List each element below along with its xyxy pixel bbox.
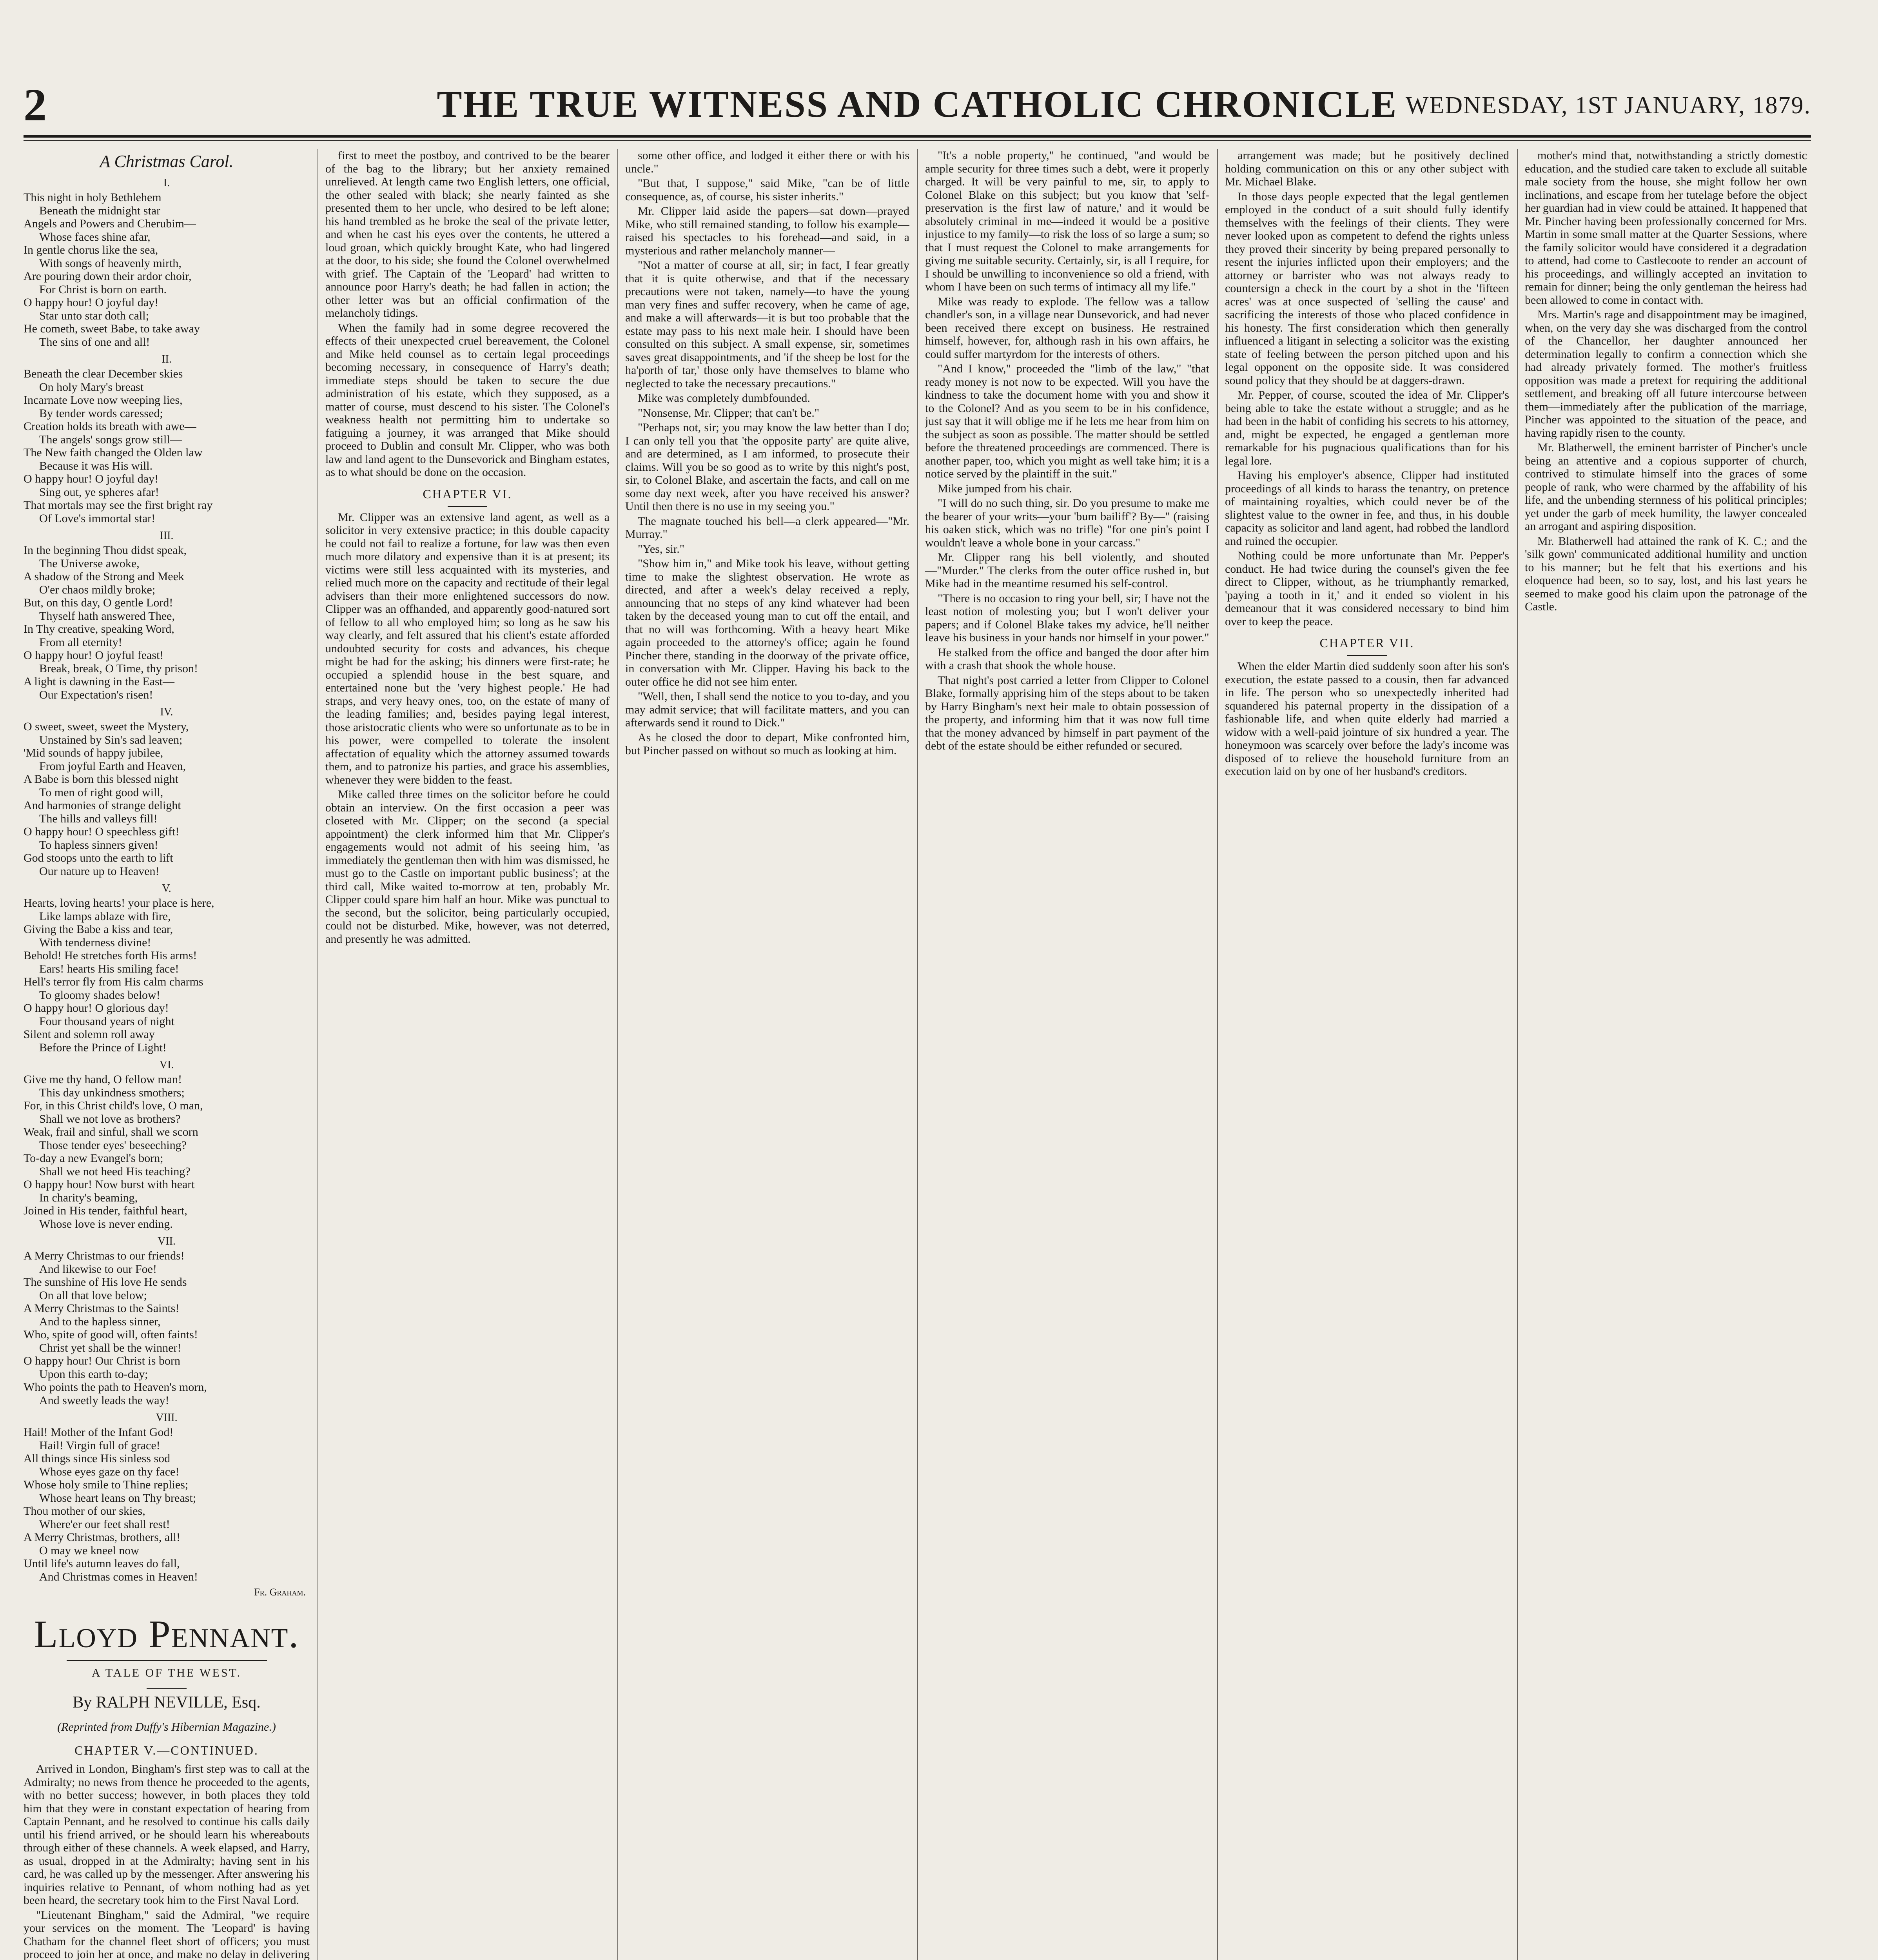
poem-line: Our nature up to Heaven! (39, 864, 160, 878)
poem-line: From all eternity! (39, 635, 122, 649)
page-number: 2 (24, 79, 47, 131)
poem-line: Weak, frail and sinful, shall we scorn (24, 1125, 198, 1138)
poem-line: And sweetly leads the way! (39, 1394, 169, 1407)
column-divider (617, 149, 618, 1960)
poem-line: Who, spite of good will, often faints! (24, 1328, 198, 1341)
article-text (325, 511, 610, 946)
header-rule-thin (24, 140, 1811, 141)
stanza-number: I. (163, 177, 170, 189)
poem-title: A Christmas Carol. (100, 152, 234, 171)
poem-line: Like lamps ablaze with fire, (39, 909, 171, 923)
poem-line: The sins of one and all! (39, 335, 150, 348)
poem-line: Give me thy hand, O fellow man! (24, 1073, 182, 1086)
article-text (24, 1762, 310, 1960)
article-text (1225, 660, 1509, 778)
paragraph: first to meet the postboy, and contrived to be the bearer of the bag to the library; but her anxiety remained unrelieved. At length came two English letters, one official, the other sealed with black; she nearly fainted as she presented them to her uncle, who desired to be left alone; his hand trembled as he broke the seal of the private letter, and when he cast his eyes over the contents, he uttered a loud groan, which quickly brought Kate, who had lingered at the door, to his side; she found the Colonel overwhelmed with grief. The Captain of the 'Leopard' had written to announce poor Harry's death; he had fallen in action; the other letter was but an official confirmation of the melancholy tidings. (325, 149, 610, 319)
chapter-heading: CHAPTER VI. (423, 486, 512, 501)
paragraph: Mike was completely dumbfounded. (638, 392, 810, 405)
poem-line: Break, break, O Time, thy prison! (39, 662, 198, 675)
poem-line: And to the hapless sinner, (39, 1315, 161, 1328)
poem-line: 'Mid sounds of happy jubilee, (24, 746, 163, 759)
poem-line: Shall we not heed His teaching? (39, 1165, 191, 1178)
poem-line: All things since His sinless sod (24, 1452, 171, 1465)
paragraph: Mr. Clipper was an extensive land agent, as well as a solicitor in very extensive practice; in this double capacity he could not fail to realize a fortune, for law was then even much more dilatory and expensive than it is at present; its victims were still less acquainted with its mysteries, and relied much more on the capacity and rectitude of their legal advisers than their more enlightened successors do now. Clipper was an offhanded, and apparently good-natured sort of fellow to all who employed him; so long as he saw his way clearly, and felt assured that his client's estate afforded undoubted security for costs and advances, his cheque might be had for the asking; his dinners were first-rate; he occupied a splendid house in the best square, and entertained none but the 'very highest people.' He had straps, and very heavy ones, too, on the estate of many of the leading families; and, besides paying legal interest, those aristocratic clients who were so unfortunate as to be in his power, were compelled to tolerate the insolent affectation of equality which the attorney assumed towards them, and to patronize his parties, and grace his assemblies, whenever they were bidden to the feast. (325, 510, 610, 786)
poem-line: Four thousand years of night (39, 1014, 174, 1028)
divider (448, 506, 488, 507)
story-byline: By RALPH NEVILLE, Esq. (73, 1693, 261, 1711)
article-text (925, 149, 1209, 753)
poem-line: On holy Mary's breast (39, 380, 144, 394)
paragraph: "But that, I suppose," said Mike, "can be of little consequence, as, of course, his sister inherits." (625, 177, 909, 203)
paragraph: "Show him in," and Mike took his leave, without getting time to make the slightest observation. He wrote as directed, and after a week's delay received a reply, announcing that no steps of any kind whatever had been taken by the deceased young man to cut off the entail, and that no will was forthcoming. With a heavy heart Mike again proceeded to the attorney's office; again he found Pincher there, standing in the doorway of the private office, in conversation with Mr. Clipper. Having his back to the outer office he did not see him enter. (625, 557, 909, 688)
column-divider (1517, 149, 1518, 1960)
stanza-number: III. (160, 530, 174, 542)
poem-line: O may we kneel now (39, 1544, 139, 1557)
stanza-number: VII. (158, 1235, 176, 1247)
story-reprint-note: (Reprinted from Duffy's Hibernian Magazine.) (57, 1720, 276, 1733)
paragraph: Mike called three times on the solicitor before he could obtain an interview. On the first occasion a peer was closeted with Mr. Clipper; on the second (a special appointment) the clerk informed him that Mr. Clipper's engagements would not admit of his seeing him, 'as immediately the gentleman then with him was dismissed, he must go to the Castle on important public business'; at the third call, Mike waited to-morrow at ten, probably Mr. Clipper could spare him half an hour. Mike was punctual to the second, but the solicitor, being particularly occupied, could not be disturbed. Mike, however, was not deterred, and presently he was admitted. (325, 788, 610, 946)
poem-line: In charity's beaming, (39, 1191, 138, 1204)
poem-line: Whose heart leans on Thy breast; (39, 1491, 196, 1504)
poem-signature: Fr. Graham. (254, 1586, 306, 1598)
poem-line: A Merry Christmas, brothers, all! (24, 1531, 180, 1544)
paragraph: Mrs. Martin's rage and disappointment may be imagined, when, on the very day she was discharged from the control of the Chancellor, her daughter announced her determination legally to confirm a connection which she had already privately formed. The mother's fruitless opposition was made a pretext for requiring the additional settlement, and breaking off all future intercourse between them—immediately after the publication of the marriage, Pincher was appointed to the situation of the peace, and having rapidly risen to the county. (1525, 308, 1807, 439)
issue-date: WEDNESDAY, 1ST JANUARY, 1879. (1405, 92, 1811, 119)
paragraph: Mr. Blatherwell had attained the rank of K. C.; and the 'silk gown' communicated additional humility and unction to his manner; but he felt that his exertions and his eloquence had been, so to say, lost, and his last years he seemed to make good his claim upon the patronage of the Castle. (1525, 534, 1807, 613)
poem-line: Unstained by Sin's sad leaven; (39, 733, 183, 746)
poem-line: On all that love below; (39, 1289, 147, 1302)
paragraph: "Lieutenant Bingham," said the Admiral, "we require your services on the moment. The 'Leopard' is having Chatham for the channel fleet short of officers; you must proceed to join her at once, and make no delay in delivering (24, 1908, 310, 1960)
column-5 (1225, 149, 1509, 1960)
poem-line: But, on this day, O gentle Lord! (24, 596, 173, 609)
column-3 (625, 149, 909, 1960)
poem-line: Sing out, ye spheres afar! (39, 485, 159, 499)
poem-line: For, in this Christ child's love, O man, (24, 1099, 203, 1112)
poem-line: A Merry Christmas to our friends! (24, 1249, 185, 1262)
masthead (24, 78, 1811, 137)
poem-line: Are pouring down their ardor choir, (24, 270, 192, 283)
poem-line: Beneath the clear December skies (24, 367, 183, 380)
poem-line: O happy hour! Now burst with heart (24, 1178, 195, 1191)
divider (147, 1688, 187, 1689)
poem-line: The hills and valleys fill! (39, 812, 158, 825)
poem-line: In the beginning Thou didst speak, (24, 544, 187, 557)
chapter-heading: CHAPTER VII. (1319, 636, 1415, 650)
paragraph: "And I know," proceeded the "limb of the law," "that ready money is not now to be expected. Will you have the kindness to take the document home with you and show it to the Colonel? And as you seem to be in his confidence, just say that it will oblige me if he lets me hear from him on the subject as soon as possible. The matter should be settled before the threatened proceedings are commenced. There is another paper, too, which you might as well take him; it is a notice served by the plaintiff in the suit." (925, 362, 1209, 480)
poem-line: Before the Prince of Light! (39, 1041, 167, 1054)
story-subtitle: A TALE OF THE WEST. (91, 1666, 242, 1679)
poem-line: Whose faces shine afar, (39, 230, 151, 243)
poem-line: To hapless sinners given! (39, 838, 158, 851)
paragraph: Having his employer's absence, Clipper had instituted proceedings of all kinds to harass the tenantry, on pretence of maintaining royalties, which could never be of the slightest value to the owner in fee, and thus, in his double capacity as solicitor and land agent, had robbed the landlord and ruined the occupier. (1225, 469, 1509, 548)
divider (1347, 655, 1387, 656)
poem-line: In gentle chorus like the sea, (24, 243, 158, 256)
poem-line: And Christmas comes in Heaven! (39, 1570, 198, 1583)
poem-line: Whose holy smile to Thine replies; (24, 1478, 189, 1491)
poem-line: O happy hour! O joyful day! (24, 472, 159, 485)
poem-line: Behold! He stretches forth His arms! (24, 949, 197, 962)
paragraph: mother's mind that, notwithstanding a strictly domestic education, and the studied care taken to exclude all suitable male society from the house, she might follow her own inclinations, and escape from her tutelage before the object her guardian had in view could be attained. It happened that Mr. Pincher having been professionally concerned for Mrs. Martin in some small matter at the Quarter Sessions, where the family solicitor would have considered it a degradation to attend, had come to Castlecoote to render an account of his proceedings, and willingly accepted an invitation to remain for dinner; being the only gentleman the heiress had been allowed to come in contact with. (1525, 149, 1807, 307)
header-rule (24, 135, 1811, 138)
column-2 (325, 149, 610, 1960)
poem-line: Joined in His tender, faithful heart, (24, 1204, 187, 1217)
newspaper-title: THE TRUE WITNESS AND CATHOLIC CHRONICLE (437, 83, 1398, 125)
column-divider (917, 149, 918, 1960)
paragraph: In those days people expected that the legal gentlemen employed in the conduct of a suit should fully identify themselves with the feelings of their clients. They were never looked upon as competent to defend the rights unless they proved their sincerity by being prepared personally to resent the injuries inflicted upon their employers; and the attorney or barrister who was not always ready to countersign a check in the court by a shot in the 'fifteen acres' was at once suspected of 'selling the cause' and sacrificing the interests of those who placed confidence in his honesty. The first consideration which then generally influenced a litigant in selecting a solicitor was the existing state of feeling between the person pitched upon and his legal opponent on the opposite side. It was considered sound policy that they should be at daggers-drawn. (1225, 190, 1509, 387)
paragraph: Mike jumped from his chair. (938, 482, 1072, 495)
chapter-heading: CHAPTER V.—CONTINUED. (74, 1743, 259, 1757)
poem-line: To gloomy shades below! (39, 988, 160, 1002)
poem-line: And harmonies of strange delight (24, 799, 181, 812)
paragraph: Arrived in London, Bingham's first step was to call at the Admiralty; no news from thence he proceeded to the agents, with no better success; however, in both places they told him that they were in constant expectation of hearing from Captain Pennant, and he resolved to continue his calls daily until his friend arrived, or he should learn his whereabouts through either of these channels. A week elapsed, and Harry, as usual, dropped in at the Admiralty; having sent in his card, he was called up by the messenger. After answering his inquiries relative to Pennant, of whom nothing had as yet been heard, the secretary took him to the First Naval Lord. (24, 1762, 310, 1907)
paragraph: some other office, and lodged it either there or with his uncle." (625, 149, 909, 175)
stanza-number: VIII. (156, 1412, 178, 1424)
poem-line: Hearts, loving hearts! your place is here, (24, 897, 214, 909)
paragraph: "It's a noble property," he continued, "and would be ample security for three times such a debt, were it properly charged. It will be very painful to me, sir, to apply to Colonel Blake on this subject; but you know that 'self-preservation is the first law of nature,' and it would be absolutely criminal in me—indeed it would be a positive injustice to my family—to risk the loss of so large a sum; so that I must request the Colonel to make arrangements for giving me suitable security. Certainly, sir, is all I require, for I should be unwilling to inconvenience so old a friend, with whom I have been on such terms of intimacy all my life." (925, 149, 1209, 293)
paragraph: Mr. Clipper laid aside the papers—sat down—prayed Mike, who still remained standing, to follow his example—raised his spectacles to his forehead—and said, in a mysterious and rather melancholy manner— (625, 205, 909, 257)
paragraph: As he closed the door to depart, Mike confronted him, but Pincher passed on without so much as looking at him. (625, 731, 909, 757)
poem-line: O happy hour! O glorious day! (24, 1002, 169, 1014)
poem-line: In Thy creative, speaking Word, (24, 622, 174, 635)
poem-line: Giving the Babe a kiss and tear, (24, 923, 173, 936)
paragraph: That night's post carried a letter from Clipper to Colonel Blake, formally apprising him of the steps about to be taken by Harry Bingham's next heir male to obtain possession of the property, and informing him that it was now full time that the money advanced by himself in part payment of the debt of the estate should be either refunded or secured. (925, 673, 1209, 752)
poem-line: O happy hour! O joyful feast! (24, 649, 164, 662)
poem-line: Until life's autumn leaves do fall, (24, 1557, 180, 1570)
paragraph: Mr. Clipper rang his bell violently, and shouted—"Murder." The clerks from the outer office rushed in, but Mike had in the meantime resumed his self-control. (925, 551, 1209, 590)
poem-line: Thyself hath answered Thee, (39, 609, 175, 622)
poem-line: With tenderness divine! (39, 936, 151, 949)
paragraph: Nothing could be more unfortunate than Mr. Pepper's conduct. He had twice during the counsel's given the fee direct to Clipper, without, as he triumphantly remarked, 'paying a tooth in it,' and it ended so violent in his demeanour that it was considered necessary to bind him over to keep the peace. (1225, 549, 1509, 628)
paragraph: "Well, then, I shall send the notice to you to-day, and you may admit service; that will facilitate matters, and you can afterwards send it round to Dick." (625, 690, 909, 729)
paragraph: When the elder Martin died suddenly soon after his son's execution, the estate passed to a cousin, then far advanced in life. The person who so unexpectedly inherited had squandered his paternal property in the dissipation of a fashionable life, and when quite elderly had married a widow with a well-paid jointure of six hundred a year. The honeymoon was scarcely over before the lady's income was disposed of to relieve the household furniture from an execution laid on by one of her husband's creditors. (1225, 660, 1509, 778)
poem-line: O happy hour! O speechless gift! (24, 825, 180, 838)
poem-line: The angels' songs grow still— (39, 433, 182, 446)
article-text (625, 149, 909, 757)
poem-line: Star unto star doth call; (39, 309, 149, 322)
poem-line: Upon this earth to-day; (39, 1367, 148, 1381)
paragraph: "Perhaps not, sir; you may know the law better than I do; I can only tell you that 'the opposite party' are quite alive, and are determined, as I am informed, to prosecute their claims. Will you be so good as to write by this night's post, sir, to Colonel Blake, and ascertain the facts, and call on me some day next week, after you have received his answer? Until then there is no use in my seeing you." (625, 421, 909, 513)
column-1 (24, 149, 310, 1960)
poem-line: A shadow of the Strong and Meek (24, 570, 184, 583)
poem-line: From joyful Earth and Heaven, (39, 759, 186, 773)
paragraph: "I will do no such thing, sir. Do you presume to make me the bearer of your writs—your 'bum bailiff'? By—" (raising his oaken stick, which was no trifle) "for one pin's point I wouldn't leave a whole bone in your carcass." (925, 497, 1209, 549)
poem-line: Hail! Mother of the Infant God! (24, 1426, 174, 1439)
paragraph: Mike was ready to explode. The fellow was a tallow chandler's son, in a village near Dunsevorick, and had never been received there except on business. He restrained himself, however, for, although rash in his own affairs, he could suffer martyrdom for the interests of others. (925, 295, 1209, 361)
story-title-rule (67, 1660, 267, 1661)
poem-line: O happy hour! Our Christ is born (24, 1354, 180, 1367)
poem-line: Hell's terror fly from His calm charms (24, 975, 203, 988)
poem-line: Thou mother of our skies, (24, 1504, 145, 1517)
poem-line: To-day a new Evangel's born; (24, 1152, 163, 1165)
poem-line: O happy hour! O joyful day! (24, 296, 159, 309)
article-text (1225, 149, 1509, 628)
paragraph: "Not a matter of course at all, sir; in fact, I fear greatly that it is quite otherwise, and that if the necessary precautions were not taken, namely—to have the young man very fines and suffer recovery, when he came of age, and make a will afterwards—it is but too probable that the estate may pass to his next male heir. I should have been consulted on this subject. A small expense, sir, sometimes saves great disappointments, and 'if the sheep be lost for the ha'porth of tar,' those only have themselves to blame who neglected to take the necessary precautions." (625, 259, 909, 390)
poem-body (24, 177, 310, 1583)
poem-line: With songs of heavenly mirth, (39, 256, 181, 270)
story-title: Lloyd Pennant. (34, 1612, 299, 1656)
poem-line: Hail! Virgin full of grace! (39, 1439, 160, 1452)
poem-line: Those tender eyes' beseeching? (39, 1138, 187, 1152)
poem-line: O'er chaos mildly broke; (39, 583, 156, 596)
column-4 (925, 149, 1209, 1960)
column-6 (1525, 149, 1807, 1960)
poem-line: This night in holy Bethlehem (24, 191, 161, 204)
poem-line: Of Love's immortal star! (39, 512, 156, 525)
poem-line: Where'er our feet shall rest! (39, 1517, 170, 1531)
column-divider (1217, 149, 1218, 1960)
paragraph: When the family had in some degree recovered the effects of their unexpected cruel bereavement, the Colonel and Mike held counsel as to certain legal proceedings becoming necessary, in consequence of Harry's death; immediate steps should be taken to secure the due administration of his estate, which they supposed, as a matter of course, must descend to his sister. The Colonel's weakness health not permitting him to undertake so fatiguing a journey, it was arranged that Mike should proceed to Dublin and consult Mr. Clipper, who was both law and land agent to the Dunsevorick and Bingham estates, as to what should be done on the occasion. (325, 321, 610, 479)
poem-line: Our Expectation's risen! (39, 688, 153, 701)
poem-line: Silent and solemn roll away (24, 1028, 155, 1041)
stanza-number: II. (161, 353, 172, 365)
stanza-number: V. (162, 882, 171, 895)
paragraph: arrangement was made; but he positively declined holding communication on this or any other subject with Mr. Michael Blake. (1225, 149, 1509, 188)
paragraph: Mr. Blatherwell, the eminent barrister of Pincher's uncle being an attentive and a copious supporter of church, contrived to stimulate himself into the graces of some people of rank, who were charmed by the affability of his life, and the unbending sternness of his political principles; yet under the garb of meek humility, the lawyer concealed an arrogant and aspiring disposition. (1525, 441, 1807, 533)
poem-line: A light is dawning in the East— (24, 675, 174, 688)
paragraph: "Nonsense, Mr. Clipper; that can't be." (638, 406, 820, 419)
poem-line: He cometh, sweet Babe, to take away (24, 322, 200, 335)
poem-line: Ears! hearts His smiling face! (39, 962, 179, 975)
poem-line: The New faith changed the Olden law (24, 446, 203, 459)
poem-line: Christ yet shall be the winner! (39, 1341, 181, 1354)
poem-line: Incarnate Love now weeping lies, (24, 394, 183, 407)
poem-line: For Christ is born on earth. (39, 283, 167, 296)
poem-line: To men of right good will, (39, 786, 163, 799)
poem-line: Creation holds its breath with awe— (24, 420, 196, 433)
poem-line: This day unkindness smothers; (39, 1086, 185, 1099)
poem-line: Who points the path to Heaven's morn, (24, 1381, 207, 1394)
article-text (325, 149, 610, 479)
paragraph: "Yes, sir." (638, 542, 684, 555)
poem-line: Shall we not love as brothers? (39, 1112, 181, 1125)
poem-line: Angels and Powers and Cherubim— (24, 217, 196, 230)
stanza-number: VI. (159, 1059, 174, 1071)
paragraph: He stalked from the office and banged the door after him with a crash that shook the whole house. (925, 646, 1209, 672)
paragraph: "There is no occasion to ring your bell, sir; I have not the least notion of molesting you; but I won't deliver your papers; and if Colonel Blake takes my advice, he'll neither leave his business in your hands nor himself in your power." (925, 592, 1209, 644)
poem-line: The Universe awoke, (39, 557, 140, 570)
poem-line: A Merry Christmas to the Saints! (24, 1302, 180, 1315)
poem-line: Whose eyes gaze on thy face! (39, 1465, 180, 1478)
poem-line: By tender words caressed; (39, 407, 163, 420)
poem-line: Beneath the midnight star (39, 204, 161, 217)
poem-line: O sweet, sweet, sweet the Mystery, (24, 720, 189, 733)
poem-line: A Babe is born this blessed night (24, 773, 178, 786)
paragraph: The magnate touched his bell—a clerk appeared—"Mr. Murray." (625, 514, 909, 541)
poem-line: God stoops unto the earth to lift (24, 851, 173, 864)
paragraph: Mr. Pepper, of course, scouted the idea of Mr. Clipper's being able to take the estate without a struggle; and as he had been in the habit of confiding his secrets to his attorney, and, might be expected, he engaged a gentleman more remarkable for his pugnacious qualifications than for his legal lore. (1225, 388, 1509, 467)
stanza-number: IV. (160, 706, 173, 718)
poem-line: And likewise to our Foe! (39, 1262, 157, 1276)
article-text (1525, 149, 1807, 613)
poem-line: Because it was His will. (39, 459, 153, 472)
poem-line: That mortals may see the first bright ray (24, 499, 213, 512)
poem-line: Whose love is never ending. (39, 1217, 173, 1230)
poem-line: The sunshine of His love He sends (24, 1276, 187, 1289)
